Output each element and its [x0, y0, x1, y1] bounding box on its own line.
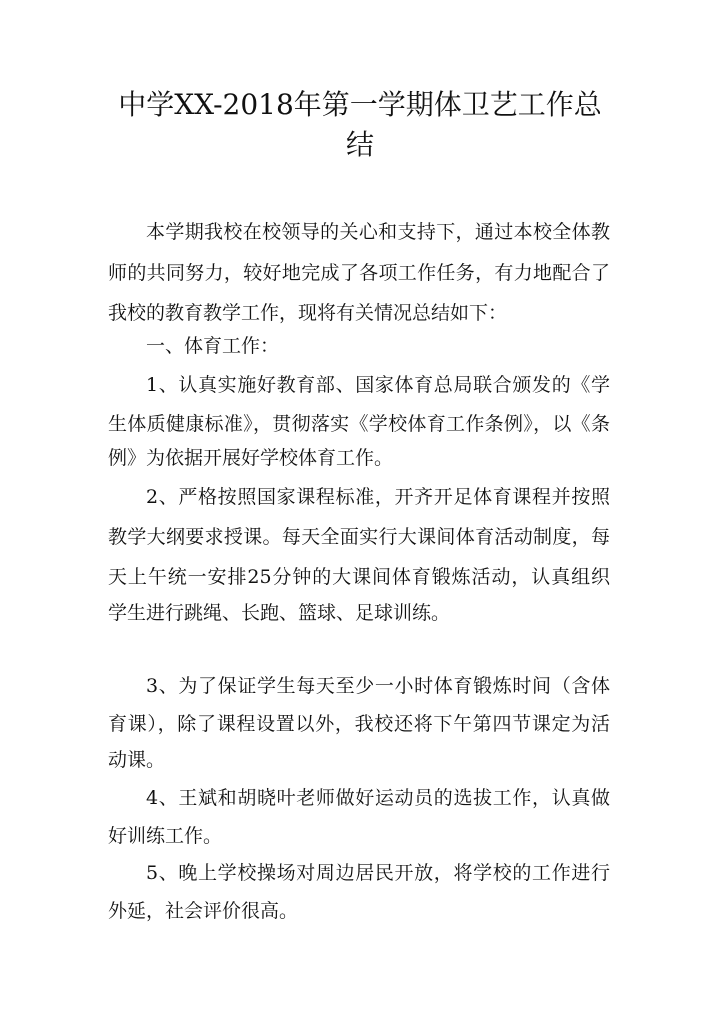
item-4-line: 好训练工作。: [108, 825, 223, 847]
intro-paragraph-line: 师的共同努力，较好地完成了各项工作任务，有力地配合了: [108, 262, 610, 284]
item-1-line: 1、认真实施好教育部、国家体育总局联合颁发的《学: [146, 374, 610, 396]
intro-paragraph-line: 我校的教育教学工作，现将有关情况总结如下：: [108, 302, 508, 324]
item-1-line: 例》为依据开展好学校体育工作。: [108, 447, 394, 469]
title-line: 结: [345, 128, 374, 161]
item-5-line: 5、晚上学校操场对周边居民开放，将学校的工作进行: [146, 862, 610, 884]
item-5-line: 外延，社会评价很高。: [108, 900, 299, 922]
item-2-line: 学生进行跳绳、长跑、篮球、足球训练。: [108, 602, 451, 624]
item-3-line: 3、为了保证学生每天至少一小时体育锻炼时间（含体: [146, 675, 610, 697]
item-2-line: 教学大纲要求授课。每天全面实行大课间体育活动制度，每: [108, 526, 610, 548]
item-1-line: 生体质健康标准》，贯彻落实《学校体育工作条例》，以《条: [108, 413, 610, 435]
item-3-line: 育课），除了课程设置以外，我校还将下午第四节课定为活: [108, 713, 610, 735]
item-4-line: 4、王斌和胡晓叶老师做好运动员的选拔工作，认真做: [146, 787, 610, 809]
item-2-line: 2、严格按照国家课程标准，开齐开足体育课程并按照: [146, 486, 610, 508]
item-2-line: 天上午统一安排25分钟的大课间体育锻炼活动，认真组织: [108, 566, 610, 588]
intro-paragraph-line: 本学期我校在校领导的关心和支持下，通过本校全体教: [146, 221, 610, 243]
section-heading: 一、体育工作：: [146, 335, 280, 357]
title-line: 中学XX-2018年第一学期体卫艺工作总: [118, 88, 602, 121]
item-3-line: 动课。: [108, 749, 166, 771]
